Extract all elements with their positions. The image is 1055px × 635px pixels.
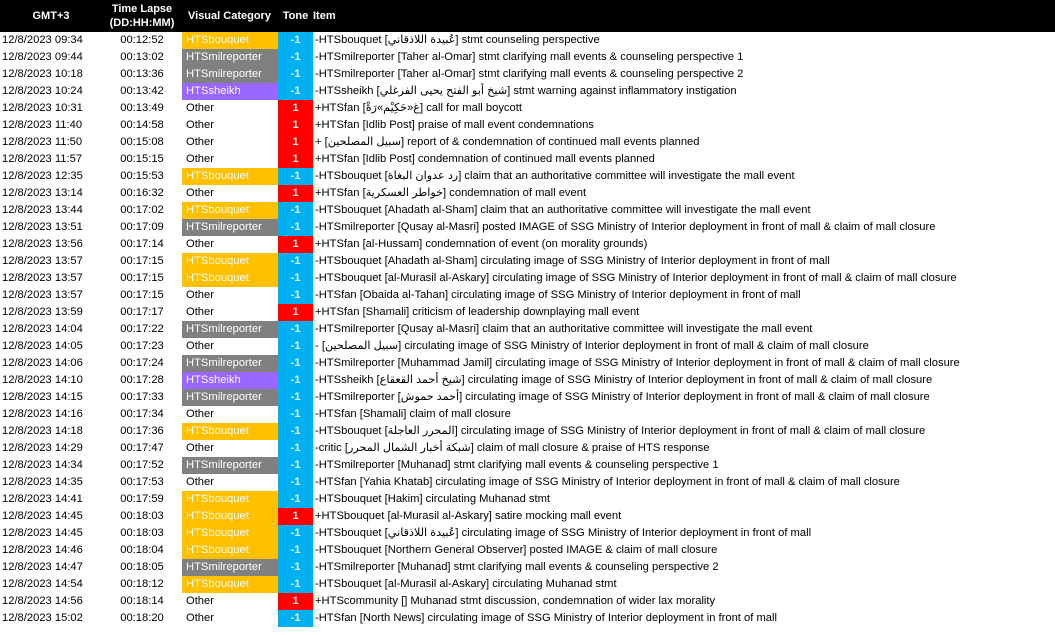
cell-time-lapse[interactable]: 00:17:59 (120, 493, 164, 505)
cell-item[interactable]: -HTSmilreporter [Taher al-Omar] stmt clarifying mall events & counseling perspective 2 (315, 68, 744, 80)
cell-visual-category[interactable]: HTSbouquet (182, 168, 278, 185)
cell-tone[interactable]: -1 (278, 83, 313, 100)
cell-visual-category[interactable]: HTSmilreporter (182, 389, 278, 406)
cell-item[interactable]: -HTSbouquet [عُبيدة اللاذقاني] stmt counseling perspective (315, 34, 600, 46)
cell-visual-category[interactable]: HTSbouquet (182, 32, 278, 49)
cell-tone[interactable]: -1 (278, 338, 313, 355)
cell-gmt[interactable]: 12/8/2023 14:56 (2, 595, 83, 607)
cell-tone[interactable]: -1 (278, 576, 313, 593)
cell-item[interactable]: -HTSmilreporter [Muhammad Jamil] circulating image of SSG Ministry of Interior deployment in front of mall & claim of mall closure (315, 357, 960, 369)
cell-tone[interactable]: 1 (278, 304, 313, 321)
cell-gmt[interactable]: 12/8/2023 14:06 (2, 357, 83, 369)
data-rows (0, 32, 1055, 627)
header-visual-category: Visual Category (188, 10, 271, 22)
cell-visual-category[interactable]: Other (182, 474, 278, 491)
cell-item[interactable]: -HTSbouquet [al-Murasil al-Askary] circulating Muhanad stmt (315, 578, 617, 590)
cell-time-lapse[interactable]: 00:17:24 (120, 357, 164, 369)
cell-visual-category[interactable]: Other (182, 151, 278, 168)
table-row[interactable] (0, 457, 1055, 474)
cell-tone[interactable]: 1 (278, 593, 313, 610)
cell-tone[interactable]: -1 (278, 219, 313, 236)
cell-item[interactable]: -HTSbouquet [المحرر العاجلة] circulating image of SSG Ministry of Interior deployment in front of mall & claim of mall closure (315, 425, 926, 437)
cell-gmt[interactable]: 12/8/2023 14:41 (2, 493, 83, 505)
cell-item[interactable]: -HTSbouquet [عُبيدة اللاذقاني] circulating image of SSG Ministry of Interior deployment in front of mall (315, 527, 812, 539)
cell-visual-category[interactable]: Other (182, 338, 278, 355)
cell-tone[interactable]: -1 (278, 321, 313, 338)
cell-tone[interactable]: -1 (278, 474, 313, 491)
header-row (0, 0, 1055, 32)
cell-gmt[interactable]: 12/8/2023 13:44 (2, 204, 83, 216)
header-tone: Tone (282, 10, 309, 22)
cell-gmt[interactable]: 12/8/2023 11:57 (2, 153, 83, 165)
cell-tone[interactable]: -1 (278, 355, 313, 372)
cell-time-lapse[interactable]: 00:15:08 (120, 136, 164, 148)
cell-time-lapse[interactable]: 00:18:20 (120, 612, 164, 624)
table-row[interactable] (0, 355, 1055, 372)
cell-time-lapse[interactable]: 00:15:53 (120, 170, 164, 182)
table-row[interactable] (0, 576, 1055, 593)
cell-gmt[interactable]: 12/8/2023 14:04 (2, 323, 83, 335)
table-row[interactable] (0, 49, 1055, 66)
cell-visual-category[interactable]: Other (182, 440, 278, 457)
table-row[interactable] (0, 117, 1055, 134)
cell-time-lapse[interactable]: 00:17:09 (120, 221, 164, 233)
cell-item[interactable]: -HTSbouquet [al-Murasil al-Askary] circulating image of SSG Ministry of Interior deployment in front of mall & claim of mall closure (315, 272, 957, 284)
table-row[interactable] (0, 508, 1055, 525)
cell-time-lapse[interactable]: 00:17:15 (120, 289, 164, 301)
cell-gmt[interactable]: 12/8/2023 13:57 (2, 289, 83, 301)
cell-gmt[interactable]: 12/8/2023 14:16 (2, 408, 83, 420)
table-row[interactable] (0, 168, 1055, 185)
cell-gmt[interactable]: 12/8/2023 14:15 (2, 391, 83, 403)
cell-tone[interactable]: -1 (278, 491, 313, 508)
table-row[interactable] (0, 440, 1055, 457)
cell-gmt[interactable]: 12/8/2023 14:18 (2, 425, 83, 437)
cell-item[interactable]: +HTSbouquet [al-Murasil al-Askary] satire mocking mall event (315, 510, 622, 522)
table-row[interactable] (0, 372, 1055, 389)
cell-time-lapse[interactable]: 00:13:02 (120, 51, 164, 63)
cell-gmt[interactable]: 12/8/2023 11:50 (2, 136, 83, 148)
table-row[interactable] (0, 32, 1055, 49)
cell-gmt[interactable]: 12/8/2023 14:29 (2, 442, 83, 454)
table-row[interactable] (0, 406, 1055, 423)
cell-visual-category[interactable]: Other (182, 593, 278, 610)
cell-time-lapse[interactable]: 00:17:47 (120, 442, 164, 454)
cell-item[interactable]: + [سبيل المصلحين] report of & condemnation of continued mall events planned (315, 136, 700, 148)
cell-item[interactable]: +HTSfan [Idlib Post] praise of mall event condemnations (315, 119, 594, 131)
cell-time-lapse[interactable]: 00:13:36 (120, 68, 164, 80)
cell-visual-category[interactable]: HTSbouquet (182, 270, 278, 287)
cell-tone[interactable]: -1 (278, 406, 313, 423)
cell-visual-category[interactable]: HTSbouquet (182, 423, 278, 440)
cell-item[interactable]: -HTSbouquet [رد عدوان البغاة] claim that an authoritative committee will investigate the mall event (315, 170, 795, 182)
cell-time-lapse[interactable]: 00:15:15 (120, 153, 164, 165)
cell-visual-category[interactable]: HTSmilreporter (182, 457, 278, 474)
table-row[interactable] (0, 525, 1055, 542)
cell-visual-category[interactable]: Other (182, 100, 278, 117)
cell-tone[interactable]: 1 (278, 134, 313, 151)
table-row[interactable] (0, 66, 1055, 83)
cell-item[interactable]: -HTSfan [Yahia Khatab] circulating image of SSG Ministry of Interior deployment in front of mall & claim of mall closure (315, 476, 900, 488)
table-row[interactable] (0, 338, 1055, 355)
cell-item[interactable]: +HTScommunity [] Muhanad stmt discussion, condemnation of wider lax morality (315, 595, 716, 607)
table-row[interactable] (0, 389, 1055, 406)
cell-gmt[interactable]: 12/8/2023 14:54 (2, 578, 83, 590)
cell-visual-category[interactable]: Other (182, 406, 278, 423)
table-row[interactable] (0, 253, 1055, 270)
table-row[interactable] (0, 202, 1055, 219)
cell-tone[interactable]: -1 (278, 423, 313, 440)
table-row[interactable] (0, 610, 1055, 627)
cell-visual-category[interactable]: HTSmilreporter (182, 49, 278, 66)
table-row[interactable] (0, 593, 1055, 610)
table-row[interactable] (0, 304, 1055, 321)
cell-gmt[interactable]: 12/8/2023 14:05 (2, 340, 83, 352)
cell-item[interactable]: +HTSfan [al-Hussam] condemnation of event (on morality grounds) (315, 238, 648, 250)
cell-visual-category[interactable]: HTSbouquet (182, 253, 278, 270)
cell-time-lapse[interactable]: 00:16:32 (120, 187, 164, 199)
cell-item[interactable]: - [سبيل المصلحين] circulating image of SSG Ministry of Interior deployment in front of mall & claim of mall closure (315, 340, 869, 352)
cell-time-lapse[interactable]: 00:17:22 (120, 323, 164, 335)
cell-visual-category[interactable]: HTSmilreporter (182, 355, 278, 372)
header-item: Item (313, 10, 336, 22)
cell-gmt[interactable]: 12/8/2023 09:44 (2, 51, 83, 63)
cell-time-lapse[interactable]: 00:18:14 (120, 595, 164, 607)
cell-item[interactable]: -critic [شبكة أخبار الشمال المحرر] claim of mall closure & praise of HTS response (315, 442, 710, 454)
cell-time-lapse[interactable]: 00:17:53 (120, 476, 164, 488)
cell-visual-category[interactable]: HTSbouquet (182, 576, 278, 593)
cell-item[interactable]: -HTSmilreporter [أحمد حموش] circulating image of SSG Ministry of Interior deployment in front of mall & claim of mall closure (315, 391, 930, 403)
cell-visual-category[interactable]: HTSbouquet (182, 542, 278, 559)
cell-item[interactable]: -HTSmilreporter [Muhanad] stmt clarifying mall events & counseling perspective 2 (315, 561, 719, 573)
cell-item[interactable]: -HTSmilreporter [Qusay al-Masri] claim that an authoritative committee will investigate the mall event (315, 323, 813, 335)
cell-item[interactable]: -HTSmilreporter [Taher al-Omar] stmt clarifying mall events & counseling perspective 1 (315, 51, 744, 63)
header-time-lapse: Time Lapse (DD:HH:MM) (109, 3, 175, 29)
cell-tone[interactable]: -1 (278, 287, 313, 304)
cell-item[interactable]: +HTSfan [خواطر العسكرية] condemnation of mall event (315, 187, 587, 199)
cell-tone[interactable]: -1 (278, 559, 313, 576)
cell-time-lapse[interactable]: 00:17:34 (120, 408, 164, 420)
cell-time-lapse[interactable]: 00:17:15 (120, 255, 164, 267)
table-row[interactable] (0, 474, 1055, 491)
cell-item[interactable]: -HTSmilreporter [Muhanad] stmt clarifying mall events & counseling perspective 1 (315, 459, 719, 471)
cell-tone[interactable]: 1 (278, 151, 313, 168)
cell-tone[interactable]: -1 (278, 66, 313, 83)
cell-gmt[interactable]: 12/8/2023 14:35 (2, 476, 83, 488)
table-row[interactable] (0, 100, 1055, 117)
cell-gmt[interactable]: 12/8/2023 13:51 (2, 221, 83, 233)
table-row[interactable] (0, 287, 1055, 304)
cell-visual-category[interactable]: HTSmilreporter (182, 219, 278, 236)
cell-visual-category[interactable]: HTSbouquet (182, 202, 278, 219)
cell-visual-category[interactable]: Other (182, 304, 278, 321)
cell-visual-category[interactable]: Other (182, 236, 278, 253)
cell-tone[interactable]: -1 (278, 457, 313, 474)
cell-gmt[interactable]: 12/8/2023 13:56 (2, 238, 83, 250)
cell-time-lapse[interactable]: 00:18:05 (120, 561, 164, 573)
cell-tone[interactable]: 1 (278, 236, 313, 253)
cell-visual-category[interactable]: HTSmilreporter (182, 321, 278, 338)
cell-item[interactable]: -HTSsheikh [شيخ أبو الفتح يحيى الفرغلي] stmt warning against inflammatory instigation (315, 85, 737, 97)
table-row[interactable] (0, 542, 1055, 559)
cell-gmt[interactable]: 12/8/2023 13:59 (2, 306, 83, 318)
cell-tone[interactable]: -1 (278, 32, 313, 49)
cell-time-lapse[interactable]: 00:17:17 (120, 306, 164, 318)
cell-tone[interactable]: -1 (278, 610, 313, 627)
cell-time-lapse[interactable]: 00:18:03 (120, 527, 164, 539)
cell-tone[interactable]: -1 (278, 253, 313, 270)
cell-item[interactable]: -HTSbouquet [Ahadath al-Sham] circulating image of SSG Ministry of Interior deployment in front of mall (315, 255, 830, 267)
cell-time-lapse[interactable]: 00:18:03 (120, 510, 164, 522)
cell-visual-category[interactable]: HTSbouquet (182, 508, 278, 525)
header-gmt: GMT+3 (32, 10, 70, 22)
table-row[interactable] (0, 559, 1055, 576)
table-row[interactable] (0, 134, 1055, 151)
cell-tone[interactable]: -1 (278, 202, 313, 219)
cell-tone[interactable]: -1 (278, 270, 313, 287)
cell-gmt[interactable]: 12/8/2023 14:34 (2, 459, 83, 471)
cell-visual-category[interactable]: HTSmilreporter (182, 66, 278, 83)
cell-item[interactable]: -HTSfan [Obaida al-Tahan] circulating image of SSG Ministry of Interior deployment in front of mall (315, 289, 801, 301)
cell-visual-category[interactable]: HTSsheikh (182, 83, 278, 100)
cell-visual-category[interactable]: HTSbouquet (182, 525, 278, 542)
cell-item[interactable]: -HTSbouquet [Northern General Observer] posted IMAGE & claim of mall closure (315, 544, 718, 556)
cell-item[interactable]: +HTSfan [Idlib Post] condemnation of continued mall events planned (315, 153, 655, 165)
cell-gmt[interactable]: 12/8/2023 13:57 (2, 272, 83, 284)
table-row[interactable] (0, 219, 1055, 236)
cell-gmt[interactable]: 12/8/2023 14:45 (2, 527, 83, 539)
cell-tone[interactable]: 1 (278, 185, 313, 202)
table-row[interactable] (0, 151, 1055, 168)
cell-tone[interactable]: -1 (278, 168, 313, 185)
cell-gmt[interactable]: 12/8/2023 10:24 (2, 85, 83, 97)
cell-visual-category[interactable]: Other (182, 117, 278, 134)
cell-item[interactable]: +HTSfan [غ«حَكِيْم»رَةْ] call for mall boycott (315, 102, 522, 114)
cell-time-lapse[interactable]: 00:17:33 (120, 391, 164, 403)
cell-item[interactable]: -HTSfan [Shamali] claim of mall closure (315, 408, 511, 420)
table-row[interactable] (0, 423, 1055, 440)
cell-time-lapse[interactable]: 00:17:23 (120, 340, 164, 352)
cell-tone[interactable]: -1 (278, 440, 313, 457)
table-row[interactable] (0, 236, 1055, 253)
cell-gmt[interactable]: 12/8/2023 12:35 (2, 170, 83, 182)
cell-time-lapse[interactable]: 00:18:04 (120, 544, 164, 556)
table-row[interactable] (0, 83, 1055, 100)
cell-tone[interactable]: -1 (278, 525, 313, 542)
cell-visual-category[interactable]: HTSbouquet (182, 491, 278, 508)
cell-visual-category[interactable]: HTSsheikh (182, 372, 278, 389)
cell-time-lapse[interactable]: 00:17:28 (120, 374, 164, 386)
cell-gmt[interactable]: 12/8/2023 14:46 (2, 544, 83, 556)
table-row[interactable] (0, 321, 1055, 338)
cell-tone[interactable]: -1 (278, 372, 313, 389)
cell-gmt[interactable]: 12/8/2023 11:40 (2, 119, 83, 131)
cell-gmt[interactable]: 12/8/2023 10:18 (2, 68, 83, 80)
table-row[interactable] (0, 185, 1055, 202)
cell-visual-category[interactable]: Other (182, 185, 278, 202)
cell-item[interactable]: +HTSfan [Shamali] criticism of leadership downplaying mall event (315, 306, 640, 318)
cell-gmt[interactable]: 12/8/2023 15:02 (2, 612, 83, 624)
cell-gmt[interactable]: 12/8/2023 13:57 (2, 255, 83, 267)
cell-time-lapse[interactable]: 00:18:12 (120, 578, 164, 590)
cell-gmt[interactable]: 12/8/2023 14:45 (2, 510, 83, 522)
cell-gmt[interactable]: 12/8/2023 09:34 (2, 34, 83, 46)
cell-time-lapse[interactable]: 00:17:36 (120, 425, 164, 437)
cell-time-lapse[interactable]: 00:17:14 (120, 238, 164, 250)
cell-time-lapse[interactable]: 00:14:58 (120, 119, 164, 131)
cell-tone[interactable]: -1 (278, 542, 313, 559)
cell-visual-category[interactable]: Other (182, 610, 278, 627)
cell-time-lapse[interactable]: 00:17:02 (120, 204, 164, 216)
table-row[interactable] (0, 270, 1055, 287)
cell-time-lapse[interactable]: 00:13:42 (120, 85, 164, 97)
cell-visual-category[interactable]: HTSmilreporter (182, 559, 278, 576)
cell-gmt[interactable]: 12/8/2023 10:31 (2, 102, 83, 114)
cell-time-lapse[interactable]: 00:13:49 (120, 102, 164, 114)
cell-gmt[interactable]: 12/8/2023 13:14 (2, 187, 83, 199)
table-row[interactable] (0, 491, 1055, 508)
cell-time-lapse[interactable]: 00:17:52 (120, 459, 164, 471)
cell-item[interactable]: -HTSfan [North News] circulating image of SSG Ministry of Interior deployment in front of mall (315, 612, 777, 624)
cell-time-lapse[interactable]: 00:17:15 (120, 272, 164, 284)
cell-visual-category[interactable]: Other (182, 134, 278, 151)
cell-item[interactable]: -HTSsheikh [شيخ أحمد القعقاع] circulating image of SSG Ministry of Interior deployment in front of mall & claim of mall closure (315, 374, 933, 386)
cell-tone[interactable]: 1 (278, 117, 313, 134)
cell-item[interactable]: -HTSmilreporter [Qusay al-Masri] posted IMAGE of SSG Ministry of Interior deployment in front of mall & claim of mall closure (315, 221, 936, 233)
cell-tone[interactable]: 1 (278, 100, 313, 117)
cell-time-lapse[interactable]: 00:12:52 (120, 34, 164, 46)
cell-gmt[interactable]: 12/8/2023 14:10 (2, 374, 83, 386)
cell-tone[interactable]: 1 (278, 508, 313, 525)
cell-tone[interactable]: -1 (278, 389, 313, 406)
cell-visual-category[interactable]: Other (182, 287, 278, 304)
cell-gmt[interactable]: 12/8/2023 14:47 (2, 561, 83, 573)
cell-tone[interactable]: -1 (278, 49, 313, 66)
cell-item[interactable]: -HTSbouquet [Ahadath al-Sham] claim that an authoritative committee will investigate the mall event (315, 204, 811, 216)
cell-item[interactable]: -HTSbouquet [Hakim] circulating Muhanad stmt (315, 493, 551, 505)
